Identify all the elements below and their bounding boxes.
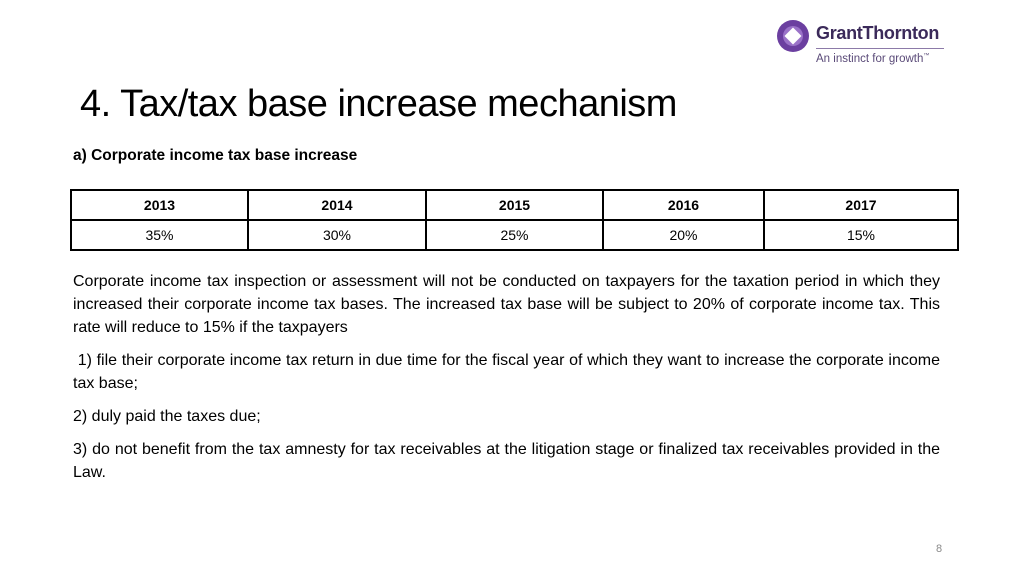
grant-thornton-mark-icon — [776, 19, 810, 53]
page-number: 8 — [936, 543, 943, 555]
year-header: 2014 — [248, 190, 426, 220]
grant-thornton-logo — [776, 17, 956, 73]
condition-item: 2) duly paid the taxes due; — [73, 408, 261, 425]
rate-cell: 25% — [426, 220, 603, 250]
slide-title: 4. Tax/tax base increase mechanism — [80, 83, 677, 125]
year-header: 2015 — [426, 190, 603, 220]
body-paragraph: Corporate income tax inspection or assessment will not be conducted on taxpayers for the taxation period in which they increased their corporate income tax bases. The increased tax base will be subject to 20% of corporate income tax. This rate will reduce to 15% if the taxpayers — [73, 273, 940, 336]
year-header: 2013 — [71, 190, 248, 220]
rate-cell: 20% — [603, 220, 764, 250]
logo-tagline: An instinct for growth™ — [816, 53, 930, 65]
year-header: 2016 — [603, 190, 764, 220]
table-header-row — [71, 190, 958, 220]
slide-subtitle: a) Corporate income tax base increase — [73, 147, 358, 164]
condition-item: 1) file their corporate income tax return in due time for the fiscal year of which they want to increase the corporate income tax base; — [73, 352, 945, 392]
rate-cell: 15% — [764, 220, 958, 250]
condition-item: 3) do not benefit from the tax amnesty for tax receivables at the litigation stage or finalized tax receivables provided in the Law. — [73, 441, 940, 481]
table-row — [71, 220, 958, 250]
body-text — [73, 270, 945, 494]
year-header: 2017 — [764, 190, 958, 220]
logo-name: GrantThornton — [816, 23, 940, 43]
tax-rate-table — [70, 189, 959, 251]
rate-cell: 35% — [71, 220, 248, 250]
rate-cell: 30% — [248, 220, 426, 250]
logo-divider — [816, 48, 944, 49]
